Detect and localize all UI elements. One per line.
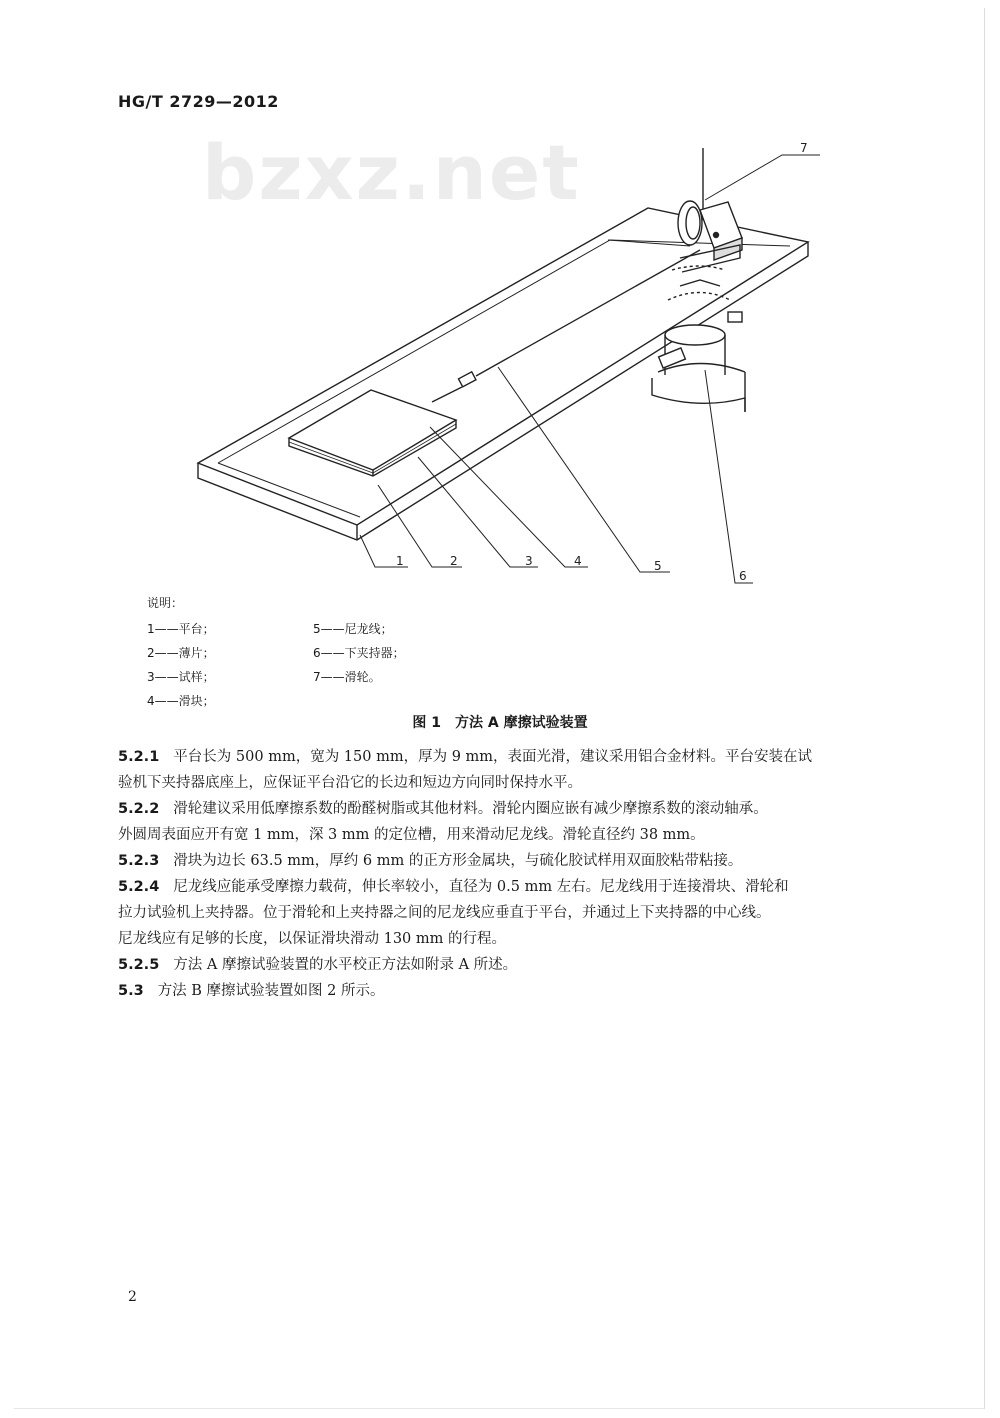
legend-title: 说明： bbox=[147, 596, 184, 610]
callout-3: 3 bbox=[525, 554, 533, 568]
clause-number: 5.2.1 bbox=[118, 749, 160, 765]
clause-number: 5.2.5 bbox=[118, 957, 160, 973]
clause-text: 尼龙线应有足够的长度，以保证滑块滑动 130 mm 的行程。 bbox=[118, 931, 507, 947]
callout-1: 1 bbox=[396, 554, 404, 568]
callout-7: 7 bbox=[800, 141, 808, 155]
clause-5-2-5 bbox=[118, 952, 898, 978]
clause-text: 尼龙线应能承受摩擦力载荷，伸长率较小，直径为 0.5 mm 左右。尼龙线用于连接滑块、滑轮和 bbox=[173, 879, 789, 895]
legend-item-7: 7——滑轮。 bbox=[313, 670, 381, 684]
clause-5-2-1 bbox=[118, 744, 898, 796]
clause-text: 滑块为边长 63.5 mm，厚约 6 mm 的正方形金属块，与硫化胶试样用双面胶粘带粘接。 bbox=[173, 853, 743, 869]
figure-caption: 图 1 方法 A 摩擦试验装置 bbox=[412, 715, 588, 731]
legend-item-3: 3——试样； bbox=[147, 670, 215, 684]
clause-number: 5.2.2 bbox=[118, 801, 160, 817]
callout-4: 4 bbox=[574, 554, 582, 568]
clause-5-2-3 bbox=[118, 848, 898, 874]
legend-item-5: 5——尼龙线； bbox=[313, 622, 393, 636]
watermark: bzxz.net bbox=[202, 128, 581, 217]
clause-text: 拉力试验机上夹持器。位于滑轮和上夹持器之间的尼龙线应垂直于平台，并通过上下夹持器的中心线。 bbox=[118, 905, 771, 921]
clause-text: 平台长为 500 mm，宽为 150 mm，厚为 9 mm，表面光滑，建议采用铝合金材料。平台安装在试 bbox=[173, 749, 813, 765]
legend-item-6: 6——下夹持器； bbox=[313, 646, 405, 660]
clause-text: 验机下夹持器底座上，应保证平台沿它的长边和短边方向同时保持水平。 bbox=[118, 775, 582, 791]
callout-6: 6 bbox=[739, 569, 747, 583]
clause-text: 方法 A 摩擦试验装置的水平校正方法如附录 A 所述。 bbox=[173, 957, 518, 973]
legend-item-4: 4——滑块； bbox=[147, 694, 215, 708]
legend-item-2: 2——薄片； bbox=[147, 646, 215, 660]
clause-5-3 bbox=[118, 978, 898, 1004]
document-code: HG/T 2729—2012 bbox=[118, 92, 279, 111]
callout-2: 2 bbox=[450, 554, 458, 568]
page-number: 2 bbox=[128, 1289, 137, 1305]
clause-text: 方法 B 摩擦试验装置如图 2 所示。 bbox=[157, 983, 385, 999]
clause-text: 外圆周表面应开有宽 1 mm，深 3 mm 的定位槽，用来滑动尼龙线。滑轮直径约 38 mm。 bbox=[118, 827, 705, 843]
clause-5-2-4 bbox=[118, 874, 898, 952]
clause-number: 5.2.3 bbox=[118, 853, 160, 869]
clause-number: 5.2.4 bbox=[118, 879, 160, 895]
clause-number: 5.3 bbox=[118, 983, 144, 999]
callout-5: 5 bbox=[654, 559, 662, 573]
clause-text: 滑轮建议采用低摩擦系数的酚醛树脂或其他材料。滑轮内圈应嵌有减少摩擦系数的滚动轴承。 bbox=[173, 801, 768, 817]
legend-item-1: 1——平台； bbox=[147, 622, 215, 636]
clause-5-2-2 bbox=[118, 796, 898, 848]
figure-1-diagram bbox=[0, 0, 1000, 600]
